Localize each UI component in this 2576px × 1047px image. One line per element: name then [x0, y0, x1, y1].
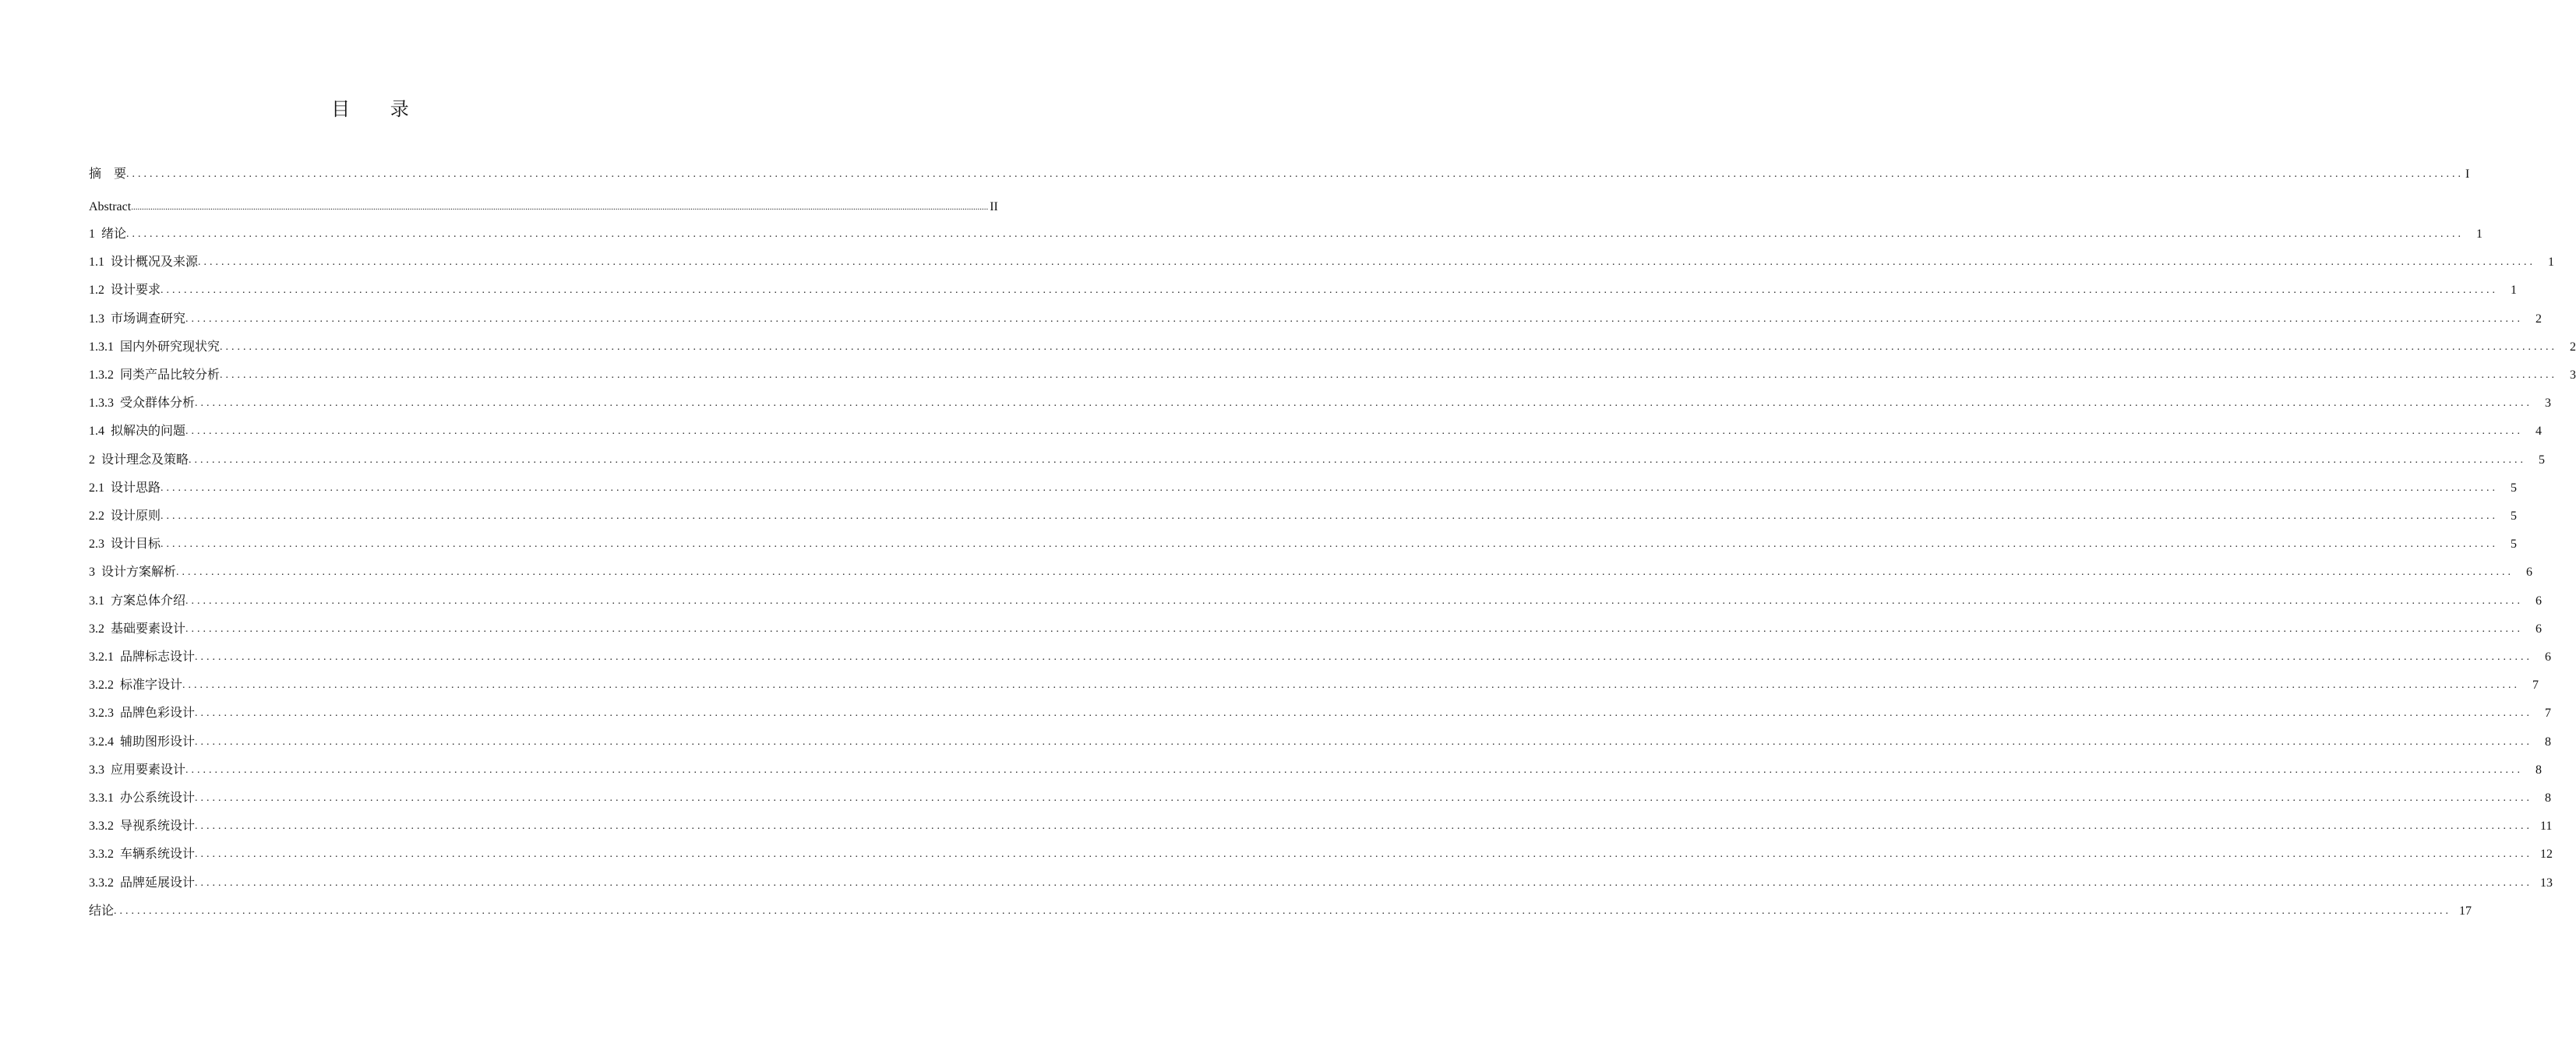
toc-entry-page: 11: [2540, 820, 2553, 834]
toc-dot-leader: ................................................................................................................................................................................................................................................................................................................................................................................................................: [126, 228, 2465, 240]
toc-entry-page: 6: [2535, 622, 2542, 636]
toc-entry-label: 1.4 拟解决的问题: [89, 425, 186, 439]
toc-entry-page: 13: [2540, 876, 2553, 890]
toc-entry-label: 3.3.2 品牌延展设计: [89, 876, 196, 890]
toc-entry[interactable]: [89, 363, 2576, 383]
toc-entry[interactable]: [89, 645, 2552, 665]
toc-entry-label: 3.2.4 辅助图形设计: [89, 735, 196, 749]
toc-entry[interactable]: [89, 195, 998, 215]
toc-entry[interactable]: [89, 335, 2576, 355]
toc-entry[interactable]: [89, 842, 2553, 862]
toc-dot-leader: ................................................................................................................................................................................................................................................................................................................................................................................................................: [182, 679, 2521, 692]
toc-dot-leader: ................................................................................................................................................................................................................................................................................................................................................................................................................: [176, 566, 2514, 579]
toc-entry-page: 3: [2545, 397, 2552, 411]
toc-dot-leader: ................................................................................................................................................................................................................................................................................................................................................................................................................: [185, 622, 2524, 635]
toc-entry-page: 7: [2545, 707, 2552, 721]
toc-entry[interactable]: [89, 162, 2470, 182]
toc-dot-leader: ................................................................................................................................................................................................................................................................................................................................................................................................................: [185, 763, 2524, 776]
toc-entry-page: 6: [2535, 594, 2542, 608]
toc-entry[interactable]: [89, 448, 2546, 468]
toc-entry-page: 5: [2539, 453, 2546, 467]
toc-dot-leader: ................................................................................................................................................................................................................................................................................................................................................................................................................: [131, 203, 989, 212]
toc-entry-label: 1.3.3 受众群体分析: [89, 397, 196, 411]
toc-entry[interactable]: [89, 307, 2542, 327]
toc-entry-page: II: [990, 200, 998, 213]
toc-dot-leader: ................................................................................................................................................................................................................................................................................................................................................................................................................: [195, 651, 2533, 663]
toc-dot-leader: ................................................................................................................................................................................................................................................................................................................................................................................................................: [114, 904, 2452, 917]
toc-dot-leader: ................................................................................................................................................................................................................................................................................................................................................................................................................: [185, 425, 2524, 438]
toc-dot-leader: ................................................................................................................................................................................................................................................................................................................................................................................................................: [195, 735, 2533, 748]
toc-entry[interactable]: [89, 222, 2483, 242]
toc-dot-leader: ................................................................................................................................................................................................................................................................................................................................................................................................................: [195, 848, 2533, 861]
toc-entry-page: 8: [2545, 791, 2552, 805]
toc-dot-leader: ................................................................................................................................................................................................................................................................................................................................................................................................................: [161, 284, 2499, 297]
toc-entry[interactable]: [89, 278, 2518, 298]
toc-dot-leader: ................................................................................................................................................................................................................................................................................................................................................................................................................: [189, 453, 2527, 466]
toc-entry-page: 6: [2545, 650, 2552, 664]
toc-entry-page: 2: [2570, 340, 2576, 354]
toc-entry[interactable]: [89, 701, 2552, 721]
toc-entry-page: 1: [2548, 256, 2555, 270]
toc-entry-label: 3.3.2 车辆系统设计: [89, 848, 196, 862]
toc-dot-leader: ................................................................................................................................................................................................................................................................................................................................................................................................................: [195, 707, 2533, 720]
toc-dot-leader: ................................................................................................................................................................................................................................................................................................................................................................................................................: [161, 510, 2499, 522]
toc-entry-label: 3.2.2 标准字设计: [89, 679, 183, 693]
toc-entry-page: 8: [2535, 763, 2542, 777]
toc-entry-label: 2.3 设计目标: [89, 538, 161, 552]
toc-entry[interactable]: [89, 814, 2553, 834]
toc-entry-page: 17: [2459, 904, 2472, 918]
toc-entry-label: 3.3.2 导视系统设计: [89, 820, 196, 834]
toc-dot-leader: ................................................................................................................................................................................................................................................................................................................................................................................................................: [185, 594, 2524, 607]
toc-entry-page: 4: [2535, 425, 2542, 439]
toc-entry[interactable]: [89, 730, 2552, 750]
toc-entry-page: 1: [2476, 227, 2483, 241]
toc-entry[interactable]: [89, 532, 2518, 552]
toc-dot-leader: ................................................................................................................................................................................................................................................................................................................................................................................................................: [161, 481, 2499, 494]
toc-entry[interactable]: [89, 617, 2542, 637]
toc-entry-label: 2.1 设计思路: [89, 481, 161, 495]
toc-entry-page: 2: [2535, 312, 2542, 326]
toc-entry-label: 结论: [89, 904, 115, 918]
toc-entry-page: 5: [2511, 538, 2518, 552]
toc-entry[interactable]: [89, 758, 2542, 778]
toc-entry-page: I: [2465, 167, 2470, 181]
toc-entry-label: 3.2.1 品牌标志设计: [89, 650, 196, 664]
toc-entry-page: 7: [2532, 679, 2539, 693]
toc-dot-leader: ................................................................................................................................................................................................................................................................................................................................................................................................................: [195, 876, 2533, 889]
toc-dot-leader: ................................................................................................................................................................................................................................................................................................................................................................................................................: [195, 820, 2533, 833]
toc-dot-leader: ................................................................................................................................................................................................................................................................................................................................................................................................................: [195, 792, 2533, 804]
toc-entry-page: 5: [2511, 509, 2518, 523]
toc-entry-label: 1.3.1 国内外研究现状究: [89, 340, 221, 354]
toc-entry[interactable]: [89, 786, 2552, 806]
toc-entry[interactable]: [89, 589, 2542, 609]
toc-entry-label: 2.2 设计原则: [89, 509, 161, 523]
toc-dot-leader: ................................................................................................................................................................................................................................................................................................................................................................................................................: [220, 340, 2558, 353]
toc-entry[interactable]: [89, 476, 2518, 496]
toc-entry[interactable]: [89, 560, 2533, 580]
toc-entry[interactable]: [89, 899, 2472, 919]
toc-entry-page: 6: [2526, 566, 2533, 580]
toc-entry-label: 3.2.3 品牌色彩设计: [89, 707, 196, 721]
toc-entry-page: 1: [2511, 284, 2518, 298]
toc-entry[interactable]: [89, 871, 2553, 891]
toc-entry-label: 3.3 应用要素设计: [89, 763, 186, 777]
toc-entry-label: 2 设计理念及策略: [89, 453, 189, 467]
page-title: 目 录: [331, 98, 426, 120]
toc-entry-page: 8: [2545, 735, 2552, 749]
toc-dot-leader: ................................................................................................................................................................................................................................................................................................................................................................................................................: [195, 397, 2533, 410]
toc-entry[interactable]: [89, 673, 2539, 693]
toc-entry[interactable]: [89, 419, 2542, 439]
toc-entry-label: 1.1 设计概况及来源: [89, 256, 199, 270]
toc-dot-leader: ................................................................................................................................................................................................................................................................................................................................................................................................................: [161, 538, 2499, 551]
toc-entry-label: 摘 要: [89, 167, 127, 181]
toc-entry-label: 3 设计方案解析: [89, 566, 177, 580]
toc-entry[interactable]: [89, 250, 2555, 270]
toc-dot-leader: ................................................................................................................................................................................................................................................................................................................................................................................................................: [126, 168, 2465, 180]
toc-entry-label: 3.3.1 办公系统设计: [89, 791, 196, 805]
toc-entry-label: 1.2 设计要求: [89, 284, 161, 298]
toc-entry-label: 3.1 方案总体介绍: [89, 594, 186, 608]
toc-entry-page: 5: [2511, 481, 2518, 495]
toc-entry-label: 1 绪论: [89, 227, 127, 241]
toc-entry[interactable]: [89, 504, 2518, 524]
toc-entry-label: Abstract: [89, 200, 132, 213]
toc-entry-label: 3.2 基础要素设计: [89, 622, 186, 636]
toc-entry-page: 12: [2540, 848, 2553, 862]
toc-dot-leader: ................................................................................................................................................................................................................................................................................................................................................................................................................: [198, 256, 2536, 269]
toc-dot-leader: ................................................................................................................................................................................................................................................................................................................................................................................................................: [220, 369, 2558, 381]
toc-dot-leader: ................................................................................................................................................................................................................................................................................................................................................................................................................: [185, 312, 2524, 325]
toc-entry-label: 1.3.2 同类产品比较分析: [89, 368, 221, 382]
toc-entry[interactable]: [89, 391, 2552, 411]
toc-entry-page: 3: [2570, 368, 2576, 382]
toc-entry-label: 1.3 市场调查研究: [89, 312, 186, 326]
